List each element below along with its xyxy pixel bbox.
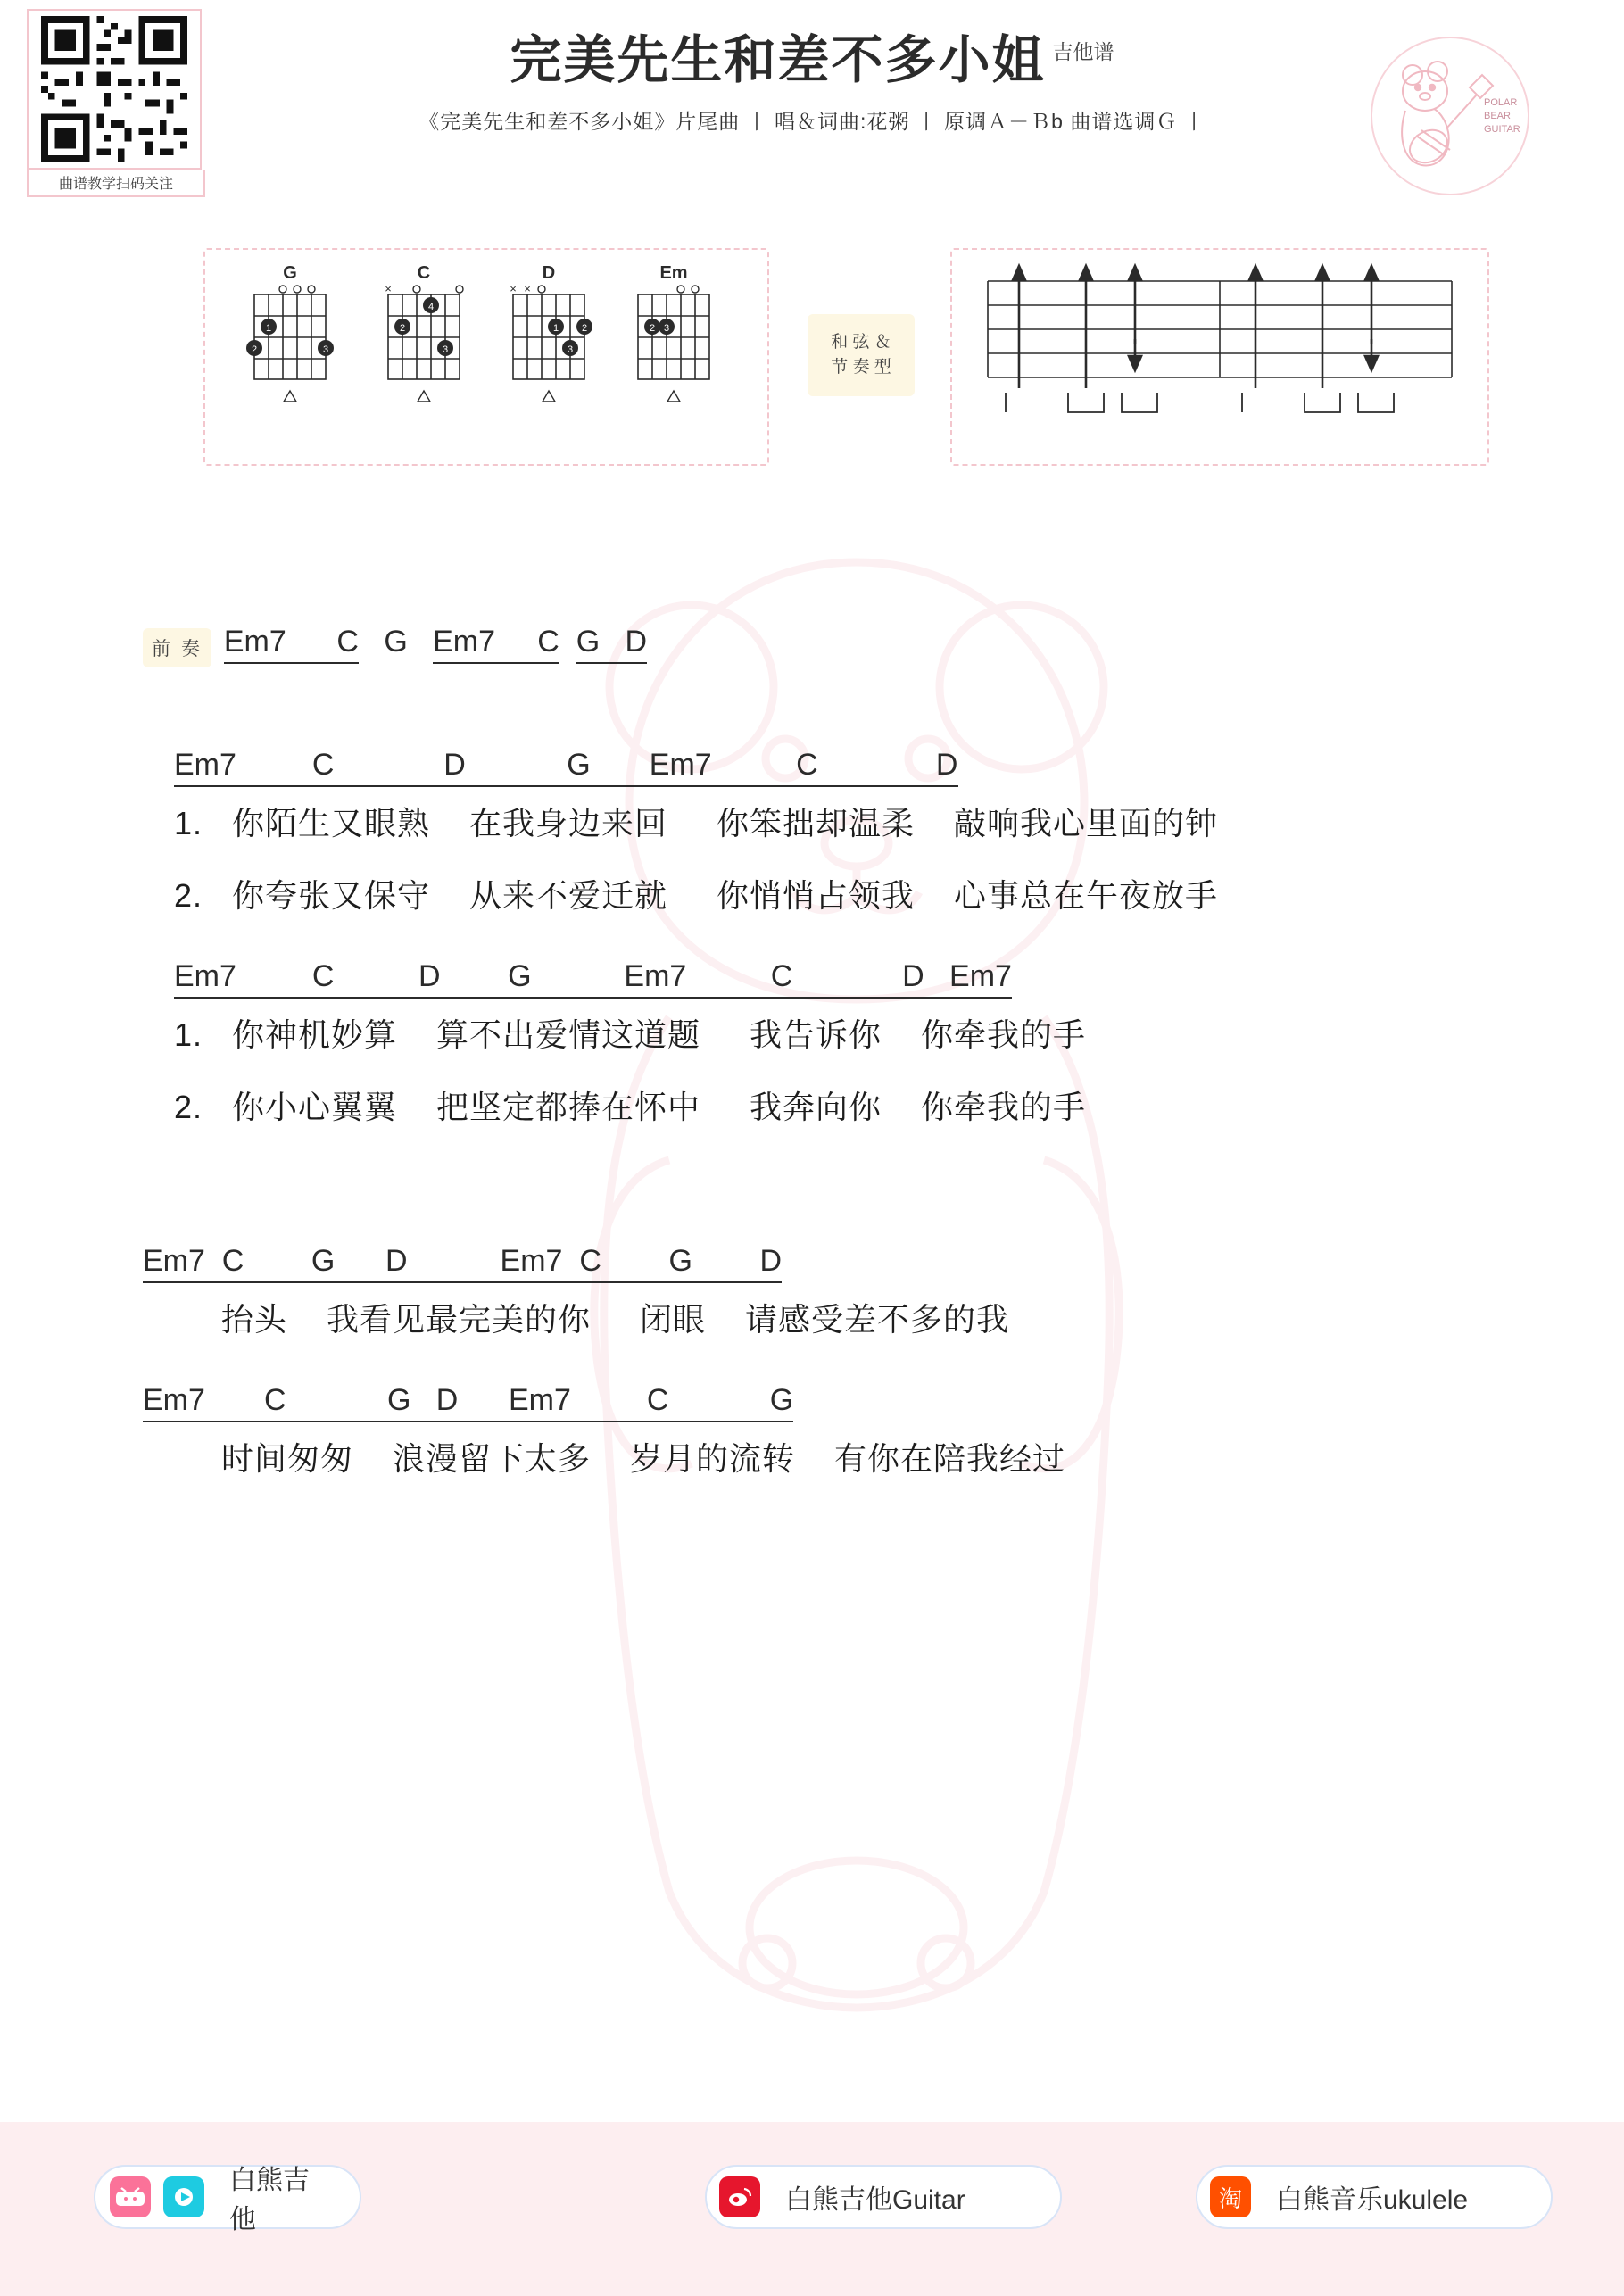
lyric-line: 1. 你神机妙算 算不出爱情这道题 我告诉你 你牵我的手 bbox=[174, 1015, 1087, 1053]
intro-chords bbox=[224, 625, 647, 659]
verse-1-block bbox=[174, 748, 1624, 783]
chord-diagram-Em bbox=[638, 263, 709, 402]
label-line-2: 节 奏 型 bbox=[831, 358, 891, 377]
svg-text:G: G bbox=[283, 263, 297, 283]
footer-item-weibo[interactable] bbox=[705, 2165, 1062, 2229]
chord-diagram-C bbox=[385, 263, 463, 402]
chord-group-4 bbox=[559, 625, 576, 659]
chord-rhythm-label bbox=[808, 314, 915, 396]
svg-text:×: × bbox=[385, 282, 392, 295]
svg-text:3: 3 bbox=[442, 344, 449, 355]
logo-text-2: BEAR bbox=[1484, 111, 1511, 121]
page-title: 完美先生和差不多小姐 bbox=[510, 31, 1046, 89]
taobao-icon: 淘 bbox=[1210, 2176, 1251, 2217]
chorus-2-block bbox=[143, 1383, 1624, 1418]
chord-group-2: G bbox=[358, 625, 434, 659]
sheet-body bbox=[0, 625, 1624, 1488]
verse-2-block bbox=[174, 959, 1624, 994]
footer-item-taobao[interactable] bbox=[1196, 2165, 1553, 2229]
footer-item-label: 白熊吉他Guitar bbox=[785, 2185, 965, 2215]
logo-text-3: GUITAR bbox=[1484, 124, 1520, 135]
page-title-suffix: 吉他谱 bbox=[1052, 40, 1114, 64]
chorus-1-lyrics bbox=[143, 1295, 1624, 1340]
chorus-1-chords bbox=[143, 1244, 1624, 1279]
youku-icon bbox=[163, 2176, 204, 2217]
svg-text:1: 1 bbox=[265, 323, 272, 334]
footer-item-label: 白熊音乐ukulele bbox=[1276, 2185, 1469, 2215]
chord-group-1: Em7 C bbox=[224, 625, 359, 664]
chord-group-3: Em7 C bbox=[433, 625, 559, 664]
chord-text: Em7 C G D Em7 C G bbox=[143, 1383, 793, 1422]
svg-text:C: C bbox=[417, 263, 431, 283]
chord-text: Em7 C G D Em7 C G D bbox=[143, 1244, 782, 1283]
svg-text:2: 2 bbox=[251, 344, 258, 355]
weibo-icon bbox=[719, 2176, 760, 2217]
footer-item-bilibili-youku[interactable] bbox=[94, 2165, 361, 2234]
chord-text: Em7 C D G Em7 C D bbox=[174, 748, 958, 787]
logo-text-1: POLAR bbox=[1484, 97, 1518, 108]
footer-item-label: 白熊吉他 bbox=[229, 2166, 310, 2234]
section-tag-intro: 前 奏 bbox=[143, 628, 211, 667]
svg-text:1: 1 bbox=[552, 323, 559, 334]
svg-text:3: 3 bbox=[663, 323, 670, 334]
lyric-line: 1. 你陌生又眼熟 在我身边来回 你笨拙却温柔 敲响我心里面的钟 bbox=[174, 804, 1219, 841]
verse-2-lyrics bbox=[174, 1010, 1624, 1128]
chord-diagram-D bbox=[510, 263, 592, 402]
chorus-1-block bbox=[143, 1244, 1624, 1279]
svg-text:2: 2 bbox=[581, 323, 588, 334]
svg-text:2: 2 bbox=[399, 323, 406, 334]
svg-text:D: D bbox=[542, 263, 556, 283]
svg-text:3: 3 bbox=[322, 344, 329, 355]
lyric-line: 2. 你夸张又保守 从来不爱迁就 你悄悄占领我 心事总在午夜放手 bbox=[174, 876, 1219, 914]
intro-row bbox=[143, 625, 1624, 667]
chord-diagram-G bbox=[246, 263, 334, 402]
svg-text:4: 4 bbox=[427, 302, 435, 312]
chord-group-5: G D bbox=[576, 625, 647, 664]
svg-text:×: × bbox=[524, 282, 531, 295]
verse-1-lyrics bbox=[174, 799, 1624, 916]
lyric-line: 2. 你小心翼翼 把坚定都捧在怀中 我奔向你 你牵我的手 bbox=[174, 1088, 1087, 1125]
chord-diagram-panel bbox=[203, 248, 769, 466]
svg-text:×: × bbox=[510, 282, 517, 295]
chord-text: Em7 C D G Em7 C D Em7 bbox=[174, 959, 1012, 999]
polar-bear-logo bbox=[1370, 36, 1530, 196]
page-subtitle: 《完美先生和差不多小姐》片尾曲 丨 唱＆词曲:花粥 丨 原调Ａ－Ｂb 曲谱选调Ｇ 丨 bbox=[418, 110, 1206, 133]
verse-1-chords bbox=[174, 748, 1624, 783]
chorus-2-lyrics bbox=[143, 1434, 1624, 1480]
verse-2-chords bbox=[174, 959, 1624, 994]
lyric-line: 时间匆匆 浪漫留下太多 岁月的流转 有你在陪我经过 bbox=[143, 1439, 1066, 1477]
footer-bar bbox=[0, 2122, 1624, 2296]
qrcode-caption: 曲谱教学扫码关注 bbox=[27, 170, 205, 197]
lyric-line: 抬头 我看见最完美的你 闭眼 请感受差不多的我 bbox=[143, 1300, 1010, 1338]
chorus-2-chords bbox=[143, 1383, 1624, 1418]
svg-text:Em: Em bbox=[659, 263, 688, 283]
svg-text:3: 3 bbox=[567, 344, 574, 355]
rhythm-pattern-panel bbox=[950, 248, 1489, 466]
svg-text:2: 2 bbox=[649, 323, 656, 334]
bilibili-icon bbox=[110, 2176, 151, 2217]
label-line-1: 和 弦 ＆ bbox=[831, 332, 891, 352]
